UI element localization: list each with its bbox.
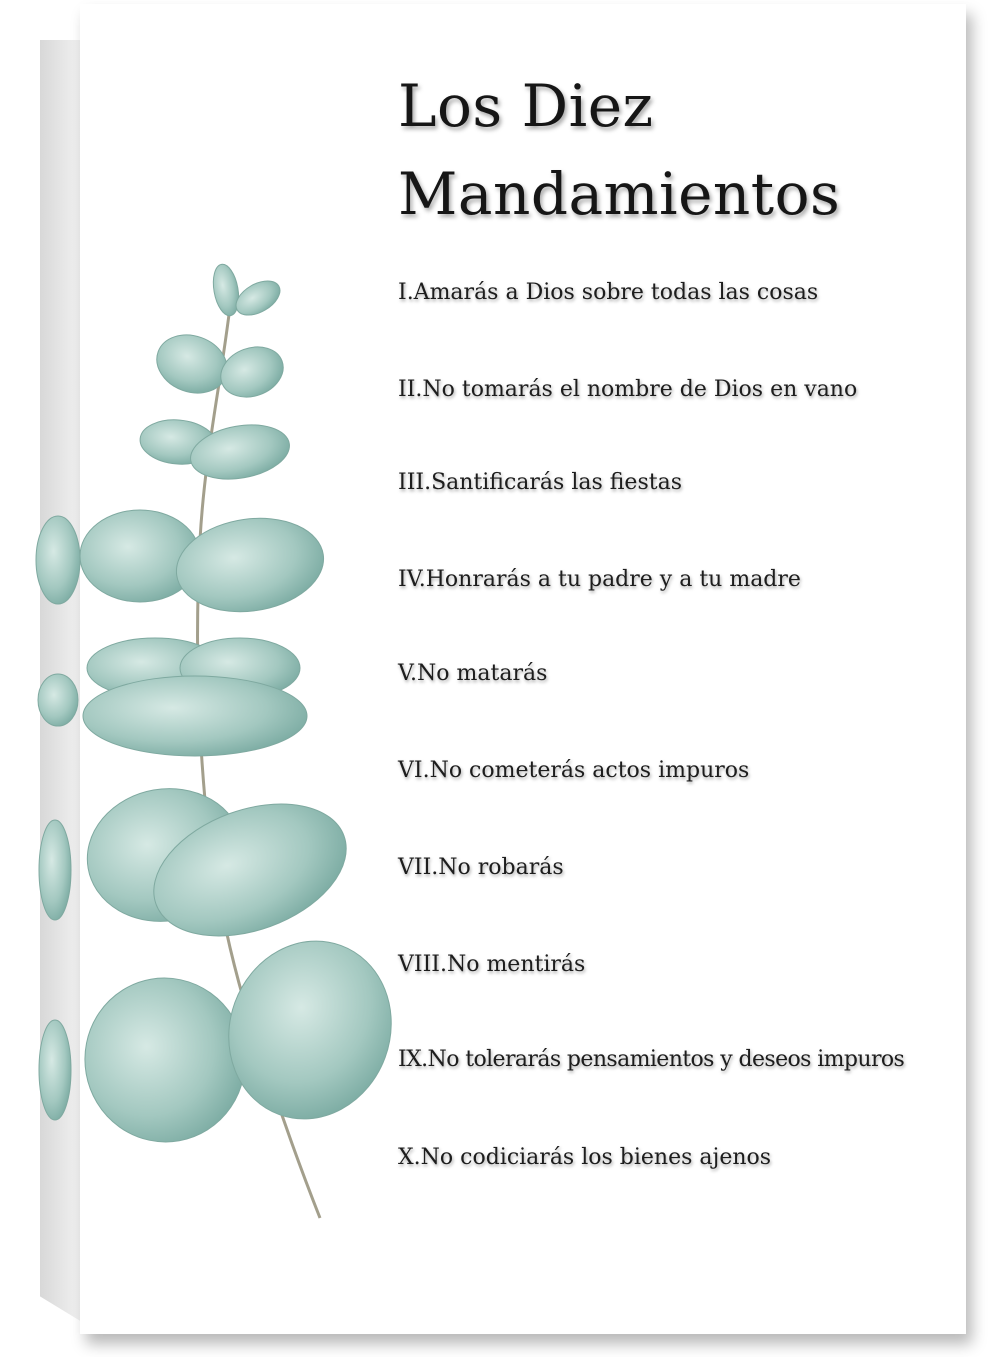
commandment-7: VII.No robarás	[398, 855, 564, 880]
title-line-1: Los Diez	[398, 72, 654, 140]
commandment-9: IX.No tolerarás pensamientos y deseos impuros	[398, 1047, 905, 1072]
commandment-10: X.No codiciarás los bienes ajenos	[398, 1145, 772, 1170]
commandment-6: VI.No cometerás actos impuros	[398, 758, 750, 783]
title-line-2: Mandamientos	[398, 160, 841, 228]
leaves	[36, 262, 416, 1154]
commandment-2: II.No tomarás el nombre de Dios en vano	[398, 377, 858, 402]
poster-title	[398, 62, 840, 238]
commandment-1: I.Amarás a Dios sobre todas las cosas	[398, 280, 819, 305]
commandment-4: IV.Honrarás a tu padre y a tu madre	[398, 567, 801, 592]
commandment-5: V.No matarás	[398, 661, 548, 686]
commandment-8: VIII.No mentirás	[398, 952, 586, 977]
commandment-3: III.Santificarás las fiestas	[398, 470, 682, 495]
